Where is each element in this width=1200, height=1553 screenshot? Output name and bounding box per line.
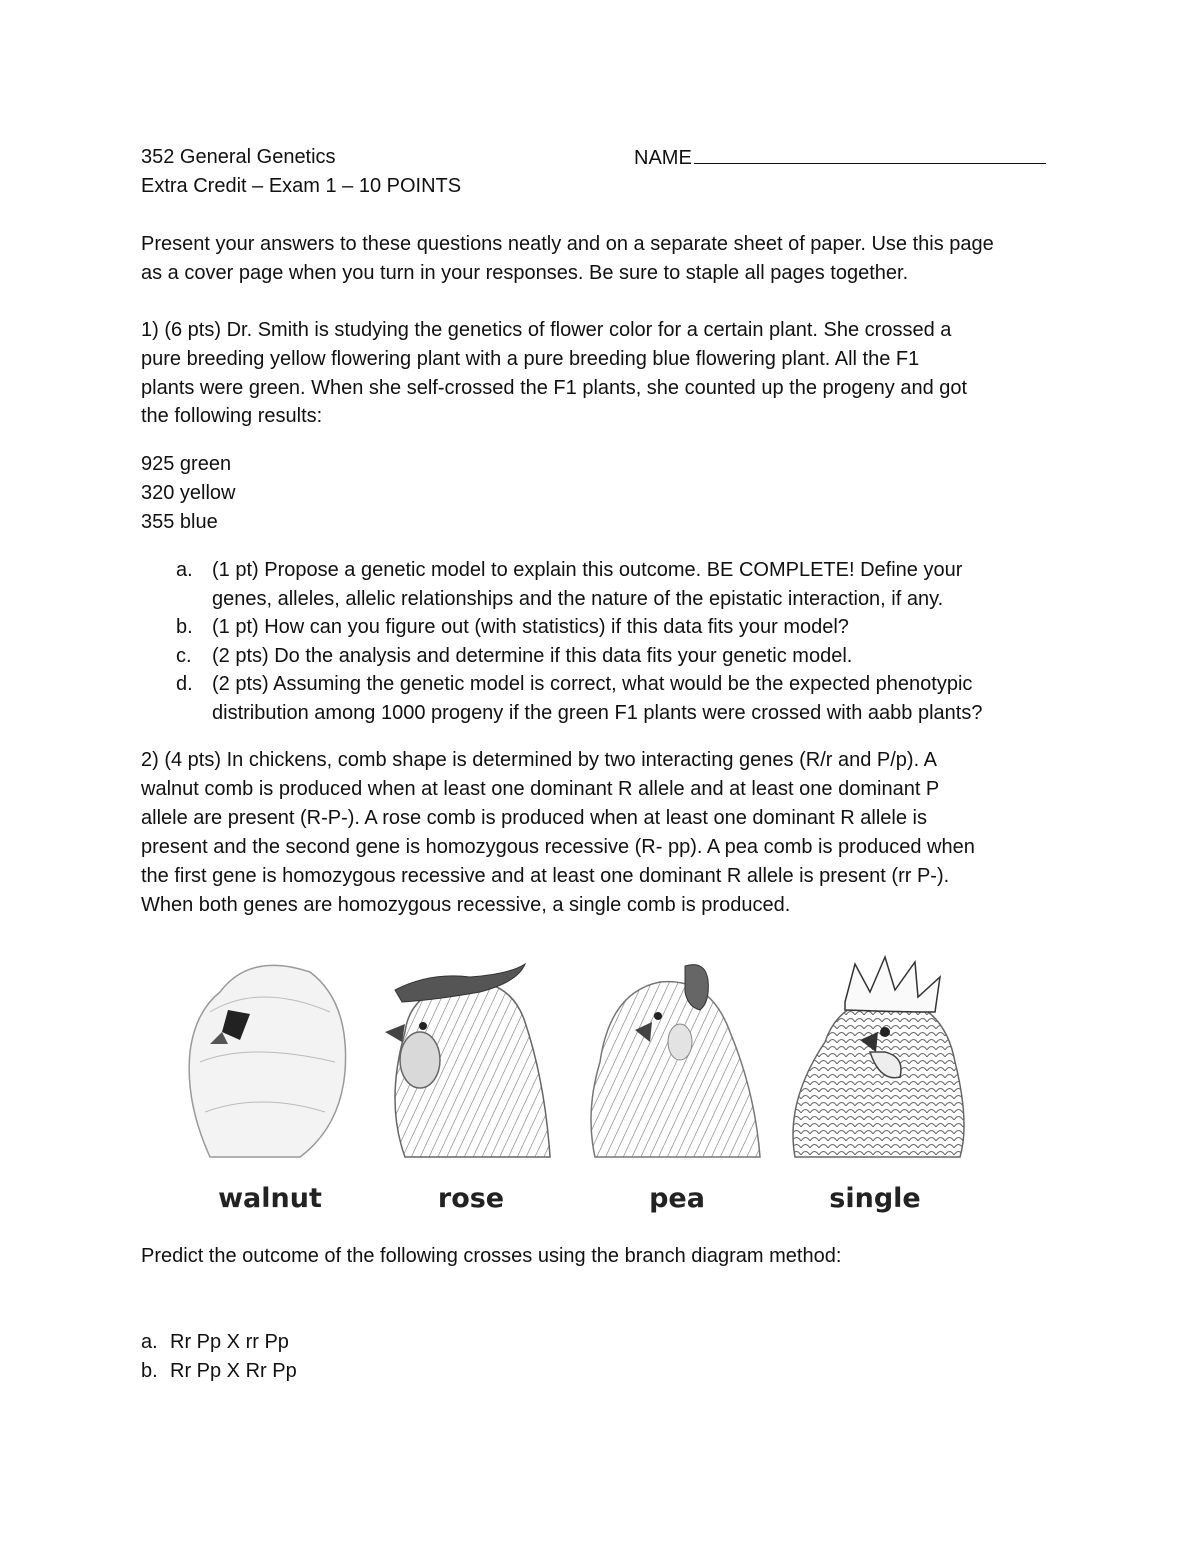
pea-label: pea: [649, 1183, 705, 1214]
q2-text-line: walnut comb is produced when at least one dominant R allele and at least one dominant P: [141, 778, 940, 800]
result-blue: 355 blue: [141, 511, 218, 533]
rose-chicken-icon: [385, 964, 550, 1157]
instructions-line: Present your answers to these questions neatly and on a separate sheet of paper. Use this page: [141, 233, 994, 255]
q2-text-line: When both genes are homozygous recessive, a single comb is produced.: [141, 894, 791, 916]
result-yellow: 320 yellow: [141, 482, 236, 504]
result-green: 925 green: [141, 453, 232, 475]
q1-part-a: [176, 558, 1076, 582]
q1-part-c: [176, 644, 1076, 668]
q2-text-line: allele are present (R-P-). A rose comb is produced when at least one dominant R allele is: [141, 807, 927, 829]
part-text: (2 pts) Do the analysis and determine if this data fits your genetic model.: [212, 645, 853, 667]
single-chicken-icon: [793, 957, 964, 1157]
part-marker: d.: [176, 673, 193, 695]
q1-part-b: [176, 615, 1076, 639]
part-text: distribution among 1000 progeny if the green F1 plants were crossed with aabb plants?: [212, 702, 983, 724]
course-title: 352 General Genetics: [141, 146, 336, 168]
q1-text-line: pure breeding yellow flowering plant with a pure breeding blue flowering plant. All the F1: [141, 348, 920, 370]
part-marker: a.: [176, 559, 193, 581]
single-label: single: [829, 1183, 921, 1214]
exam-subtitle: Extra Credit – Exam 1 – 10 POINTS: [141, 175, 462, 197]
part-text: (1 pt) Propose a genetic model to explain this outcome. BE COMPLETE! Define your: [212, 559, 963, 581]
q1-text-line: plants were green. When she self-crossed the F1 plants, she counted up the progeny and got: [141, 377, 968, 399]
part-text: genes, alleles, allelic relationships and the nature of the epistatic interaction, if any.: [212, 588, 944, 610]
part-marker: c.: [176, 645, 192, 667]
q1-part-d: [176, 672, 1076, 696]
name-blank[interactable]: [694, 145, 1046, 164]
q2-text-line: 2) (4 pts) In chickens, comb shape is determined by two interacting genes (R/r and P/p). A: [141, 749, 937, 771]
cross-marker: a.: [141, 1331, 158, 1353]
q1-text-line: 1) (6 pts) Dr. Smith is studying the genetics of flower color for a certain plant. She crossed a: [141, 319, 952, 341]
instructions-line: as a cover page when you turn in your responses. Be sure to staple all pages together.: [141, 262, 909, 284]
chicken-combs-illustration: [180, 952, 980, 1217]
part-marker: b.: [176, 616, 193, 638]
q1-part-d-cont: [176, 701, 1076, 725]
part-text: (2 pts) Assuming the genetic model is correct, what would be the expected phenotypic: [212, 673, 973, 695]
part-text: (1 pt) How can you figure out (with statistics) if this data fits your model?: [212, 616, 849, 638]
name-label: NAME: [634, 147, 692, 169]
cross-text: Rr Pp X rr Pp: [170, 1331, 289, 1353]
pea-chicken-icon: [591, 965, 760, 1157]
rose-label: rose: [437, 1183, 505, 1214]
name-field[interactable]: [634, 145, 1046, 170]
cross-text: Rr Pp X Rr Pp: [170, 1360, 297, 1382]
q1-part-a-cont: [176, 587, 1076, 611]
cross-a: [141, 1330, 541, 1354]
cross-b: [141, 1359, 541, 1383]
q2-text-line: present and the second gene is homozygous recessive (R- pp). A pea comb is produced when: [141, 836, 975, 858]
walnut-label: walnut: [218, 1183, 322, 1214]
q2-text-line: the first gene is homozygous recessive and at least one dominant R allele is present (rr P-).: [141, 865, 950, 887]
q1-text-line: the following results:: [141, 405, 323, 427]
cross-marker: b.: [141, 1360, 158, 1382]
walnut-chicken-icon: [189, 965, 345, 1157]
predict-instructions: Predict the outcome of the following crosses using the branch diagram method:: [141, 1245, 842, 1267]
